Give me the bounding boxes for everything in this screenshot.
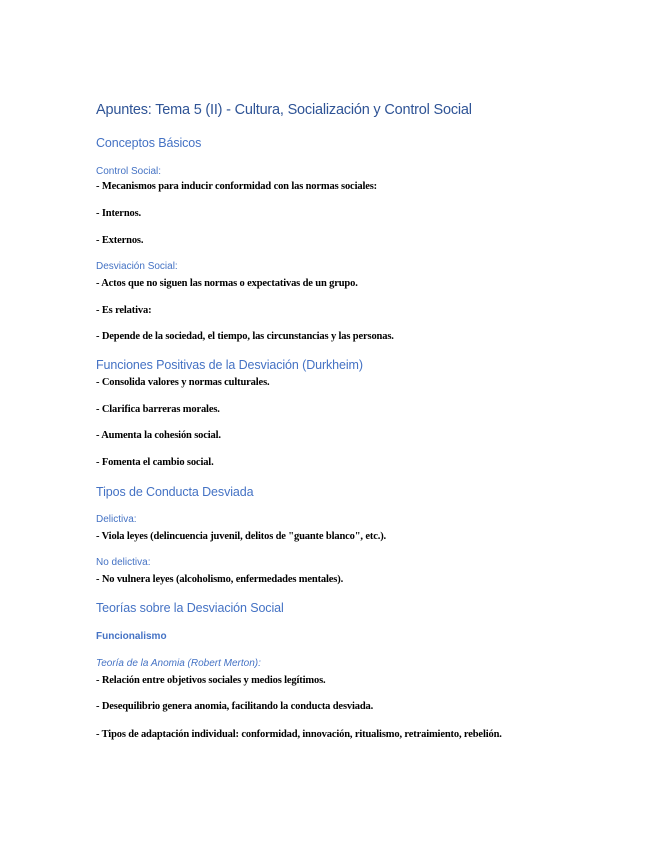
list-item: - Aumenta la cohesión social.: [96, 430, 221, 441]
list-item: - Fomenta el cambio social.: [96, 457, 214, 468]
label-funcionalismo: Funcionalismo: [96, 631, 167, 642]
list-item: - Clarifica barreras morales.: [96, 404, 220, 415]
list-item: - Viola leyes (delincuencia juvenil, delitos de "guante blanco", etc.).: [96, 531, 387, 542]
heading-tipos-conducta: Tipos de Conducta Desviada: [96, 485, 254, 499]
list-item: - Desequilibrio genera anomia, facilitando la conducta desviada.: [96, 701, 374, 712]
label-delictiva: Delictiva:: [96, 514, 137, 525]
list-item: - Es relativa:: [96, 305, 152, 316]
list-item: - No vulnera leyes (alcoholismo, enfermedades mentales).: [96, 574, 344, 585]
list-item: - Externos.: [96, 235, 144, 246]
list-item: - Actos que no siguen las normas o expectativas de un grupo.: [96, 278, 358, 289]
label-control-social: Control Social:: [96, 166, 162, 177]
page-title: Apuntes: Tema 5 (II) - Cultura, Socialización y Control Social: [96, 102, 472, 118]
label-teoria-anomia: Teoría de la Anomia (Robert Merton):: [96, 658, 261, 669]
label-no-delictiva: No delictiva:: [96, 557, 151, 568]
list-item: - Relación entre objetivos sociales y medios legítimos.: [96, 675, 326, 686]
heading-teorias: Teorías sobre la Desviación Social: [96, 601, 284, 615]
list-item: - Mecanismos para inducir conformidad con las normas sociales:: [96, 181, 377, 192]
label-desviacion-social: Desviación Social:: [96, 261, 178, 272]
heading-conceptos-basicos: Conceptos Básicos: [96, 136, 202, 150]
list-item: - Depende de la sociedad, el tiempo, las circunstancias y las personas.: [96, 331, 394, 342]
list-item: - Tipos de adaptación individual: conformidad, innovación, ritualismo, retraimiento, rebelión.: [96, 729, 502, 740]
list-item: - Consolida valores y normas culturales.: [96, 377, 270, 388]
heading-funciones-positivas: Funciones Positivas de la Desviación (Durkheim): [96, 358, 363, 372]
list-item: - Internos.: [96, 208, 142, 219]
